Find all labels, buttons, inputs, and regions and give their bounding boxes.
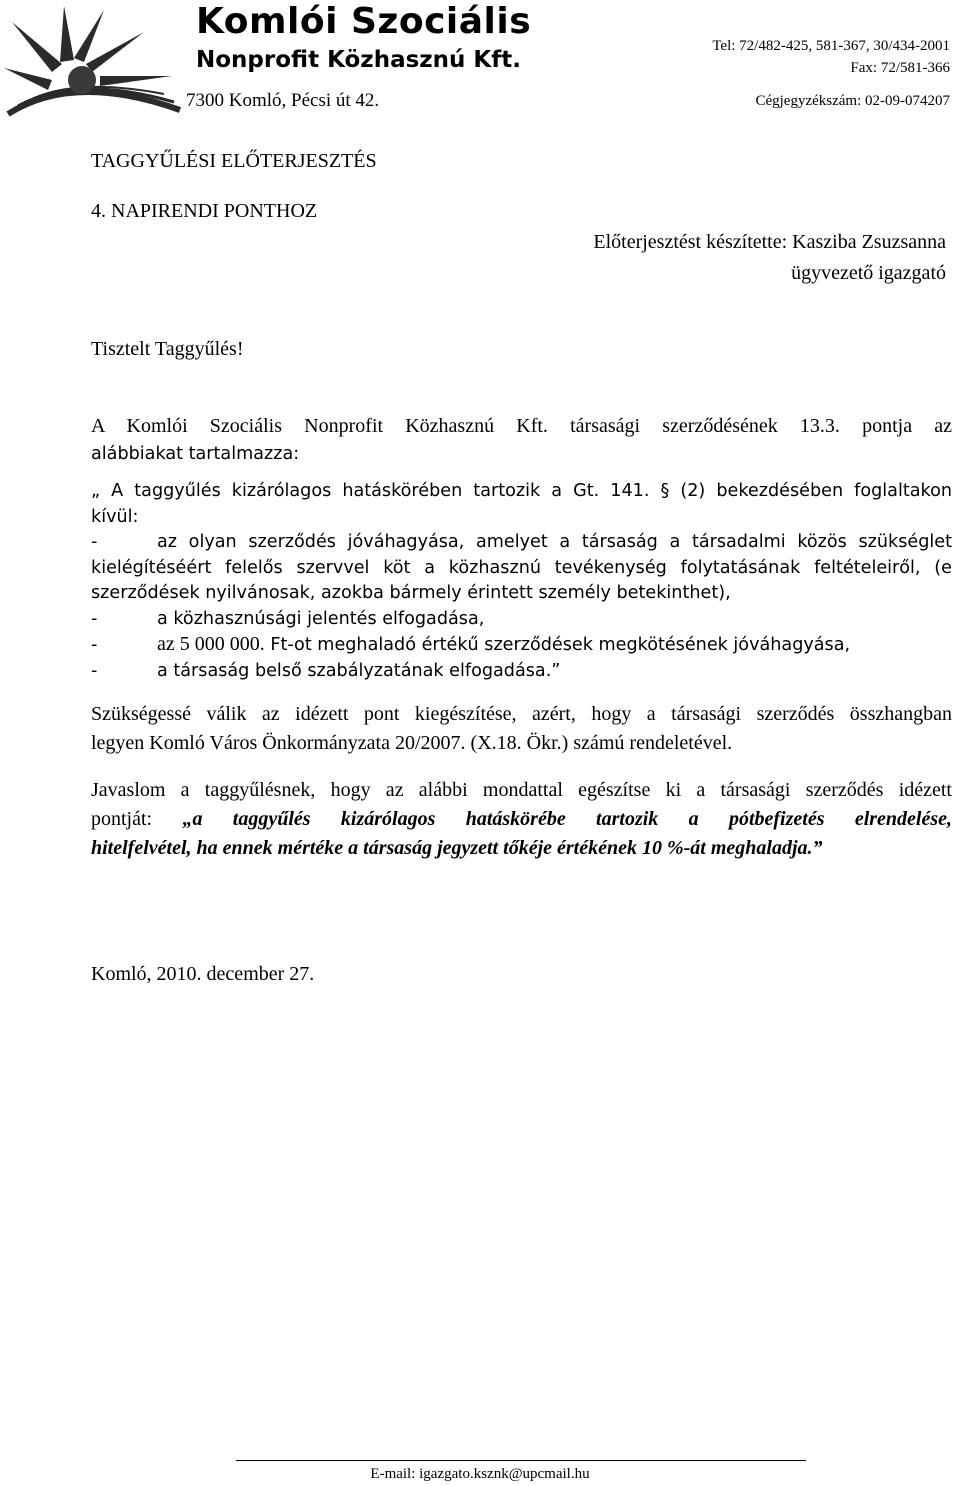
phone-numbers: Tel: 72/482-425, 581-367, 30/434-2001 xyxy=(712,38,950,54)
fax-number: Fax: 72/581-366 xyxy=(850,60,950,76)
bullet-text: a közhasznúsági jelentés elfogadása, xyxy=(157,608,485,629)
bullet-dash: - xyxy=(91,608,98,629)
agenda-item: 4. NAPIRENDI PONTHOZ xyxy=(91,200,318,222)
proposal-prefix: pontját: xyxy=(91,808,183,830)
intro-paragraph xyxy=(91,414,952,467)
proposal-line xyxy=(91,805,952,834)
bullet-continuation: szerződések nyilvánosak, azokba bármely érintett személy betekinthet), xyxy=(91,583,731,603)
bullet-item xyxy=(91,607,952,633)
bullet-dash: - xyxy=(91,660,98,681)
necessity-line: Szükségessé válik az idézett pont kiegészítése, azért, hogy a társasági szerződés összhangban xyxy=(91,703,952,725)
sun-rays-logo-icon xyxy=(4,2,184,120)
quote-line: kívül: xyxy=(91,506,139,527)
intro-line: alábbiakat tartalmazza: xyxy=(91,443,300,464)
bullet-continuation: kielégítéséért felelős szervvel köt a közhasznú tevékenység folytatásának feltételeiről, (e xyxy=(91,557,952,578)
prepared-by: Előterjesztést készítette: Kasziba Zsuzsanna xyxy=(593,231,946,253)
place-date: Komló, 2010. december 27. xyxy=(91,963,315,985)
footer-email: E-mail: igazgato.ksznk@upcmail.hu xyxy=(370,1466,590,1482)
quote-line: „ A taggyűlés kizárólagos hatáskörében tartozik a Gt. 141. § (2) bekezdésében foglaltakon xyxy=(91,481,952,501)
organization-subname: Nonprofit Közhasznú Kft. xyxy=(196,47,521,73)
prepared-role: ügyvezető igazgató xyxy=(791,262,946,284)
bullet-dash: - xyxy=(91,635,98,655)
organization-address: 7300 Komló, Pécsi út 42. xyxy=(186,90,380,111)
footer-divider xyxy=(236,1460,806,1461)
proposal-quote: hitelfelvétel, ha ennek mértéke a társaság jegyzett tőkéje értékének 10 %-át meghaladja.” xyxy=(91,837,823,859)
document-heading: TAGGYŰLÉSI ELŐTERJESZTÉS xyxy=(91,150,377,172)
bullet-text: az olyan szerződés jóváhagyása, amelyet a társaság a társadalmi közös szükséglet xyxy=(157,532,952,552)
necessity-line: legyen Komló Város Önkormányzata 20/2007. (X.18. Ökr.) számú rendeletével. xyxy=(91,732,733,754)
intro-line: A Komlói Szociális Nonprofit Közhasznú Kft. társasági szerződésének 13.3. pontja az xyxy=(91,415,952,437)
bullet-text: Ft-ot meghaladó értékű szerződések megkötésének jóváhagyása, xyxy=(264,635,851,655)
bullet-item xyxy=(91,632,952,659)
company-registry-number: Cégjegyzékszám: 02-09-074207 xyxy=(755,93,950,109)
bullet-text-lead: az 5 000 000. xyxy=(157,633,265,655)
bullet-item xyxy=(91,530,952,556)
bullet-item xyxy=(91,659,952,685)
proposal-line: Javaslom a taggyűlésnek, hogy az alábbi mondattal egészítse ki a társasági szerződés idézett xyxy=(91,779,952,801)
bullet-text: a társaság belső szabályzatának elfogadása.” xyxy=(157,660,561,681)
proposal-quote: „a taggyűlés kizárólagos hatáskörébe tartozik a pótbefizetés elrendelése, xyxy=(182,808,953,830)
salutation: Tisztelt Taggyűlés! xyxy=(91,338,244,360)
bullet-dash: - xyxy=(91,532,98,552)
quoted-clause xyxy=(91,479,952,684)
proposal-paragraph xyxy=(91,776,952,863)
necessity-paragraph xyxy=(91,700,952,758)
organization-name: Komlói Szociális xyxy=(196,1,532,42)
